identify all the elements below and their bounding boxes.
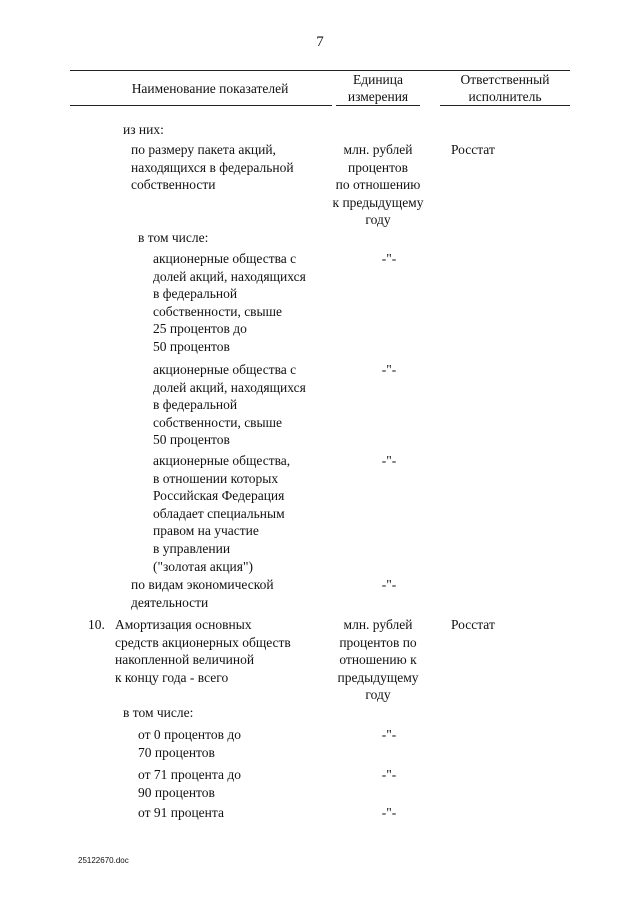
row-line: от 91 процента (138, 805, 224, 820)
row-range-0-70-name (138, 726, 241, 761)
row-range-0-70-unit: -"- (381, 727, 397, 742)
row-line: 25 процентов до (153, 321, 247, 337)
row-line: отношению к (339, 652, 417, 668)
row-line: находящихся в федеральной (131, 159, 294, 175)
row-line: 50 процентов (153, 338, 230, 354)
header-col-unit (336, 71, 420, 105)
row-line: к концу года - всего (115, 669, 229, 685)
row-line: млн. рублей (343, 142, 413, 157)
row-ao-25-50-name (153, 250, 306, 356)
header-col-unit-line: Единица (352, 72, 403, 87)
row-item10-unit (324, 616, 432, 704)
item-number: 10. (88, 617, 105, 632)
header-col-unit-line: измерения (347, 89, 409, 104)
row-item10-executor: Росстат (451, 617, 495, 632)
row-line: правом на участие (153, 523, 259, 539)
row-paket-unit (324, 141, 432, 229)
row-line: к предыдущему (332, 194, 424, 210)
row-line: в отношении которых (153, 470, 279, 486)
header-col-name: Наименование показателей (131, 81, 289, 96)
row-line: в федеральной (153, 286, 238, 302)
row-line: деятельности (131, 594, 209, 610)
row-line: собственности (131, 177, 216, 193)
row-ao-50-unit: -"- (381, 362, 397, 377)
row-line: году (365, 687, 391, 703)
row-ved-name (131, 576, 274, 611)
row-line: процентов по (339, 634, 417, 650)
page-number: 7 (316, 34, 324, 50)
row-range-71-90-name (138, 766, 241, 801)
row-line: по видам экономической (131, 577, 274, 592)
row-line: акционерные общества, (153, 453, 291, 468)
row-line: долей акций, находящихся (153, 268, 306, 284)
row-line: от 71 процента до (138, 767, 241, 782)
header-col-executor-line: исполнитель (468, 89, 542, 104)
header-bottom-rule-unit (336, 105, 420, 106)
row-line: млн. рублей (343, 617, 413, 632)
row-paket-name (131, 141, 294, 194)
footer-filename: 25122670.doc (78, 856, 129, 865)
header-col-executor-line: Ответственный (460, 72, 550, 87)
row-range-71-90-unit: -"- (381, 767, 397, 782)
section-label-iz-nikh: из них: (123, 122, 164, 137)
row-ao-golden-name (153, 452, 290, 575)
row-ved-unit: -"- (381, 577, 397, 592)
row-line: акционерные общества с (153, 251, 297, 266)
row-line: Амортизация основных (115, 617, 252, 632)
header-col-executor (440, 71, 570, 105)
row-paket-executor: Росстат (451, 142, 495, 157)
row-line: накопленной величиной (115, 652, 255, 668)
row-line: обладает специальным (153, 505, 285, 521)
row-line: средств акционерных обществ (115, 634, 291, 650)
row-line: предыдущему (337, 669, 419, 685)
row-range-91-name (138, 804, 224, 822)
row-line: по отношению (335, 177, 421, 193)
row-ao-50-name (153, 361, 306, 449)
row-line: 50 процентов (153, 432, 230, 448)
row-line: по размеру пакета акций, (131, 142, 276, 157)
section-label-v-tom-chisle: в том числе: (123, 705, 194, 720)
row-line: Российская Федерация (153, 488, 285, 504)
row-line: в управлении (153, 540, 231, 556)
row-line: собственности, свыше (153, 303, 283, 319)
row-line: акционерные общества с (153, 362, 297, 377)
row-line: в федеральной (153, 397, 238, 413)
row-line: собственности, свыше (153, 414, 283, 430)
row-line: 90 процентов (138, 784, 215, 800)
row-line: долей акций, находящихся (153, 379, 306, 395)
row-ao-golden-unit: -"- (381, 453, 397, 468)
section-label-v-tom-chisle: в том числе: (138, 230, 209, 245)
row-line: от 0 процентов до (138, 727, 241, 742)
row-line: процентов (347, 159, 408, 175)
row-line: ("золотая акция") (153, 558, 253, 574)
row-ao-25-50-unit: -"- (381, 251, 397, 266)
row-item10-name (115, 616, 291, 686)
header-bottom-rule-name (70, 105, 332, 106)
row-range-91-unit: -"- (381, 805, 397, 820)
row-line: году (365, 212, 391, 228)
row-line: 70 процентов (138, 744, 215, 760)
header-bottom-rule-executor (440, 105, 570, 106)
